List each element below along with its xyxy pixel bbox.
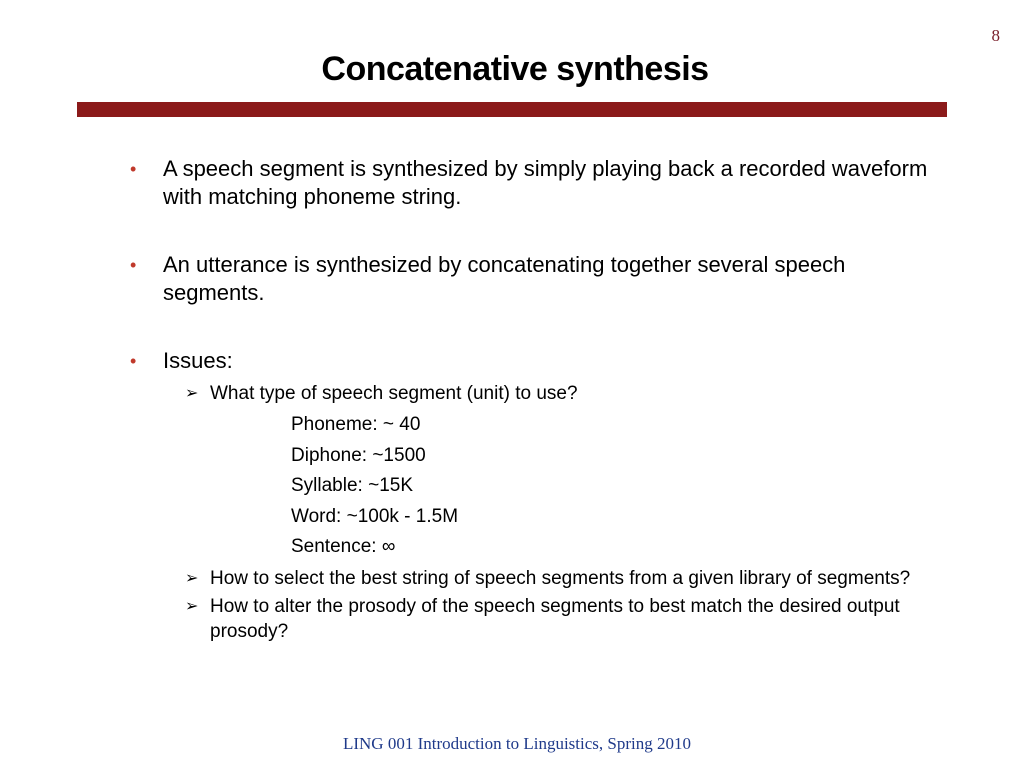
page-number: 8 [991,26,1000,45]
sub-bullet-item [185,594,950,644]
arrow-bullet-icon: ➢ [185,569,199,587]
arrow-bullet-icon: ➢ [185,597,199,615]
unit-list [291,410,950,563]
bullet-dot-icon: • [130,351,137,371]
unit-item: Diphone: ~1500 [291,444,426,466]
bullet-item [130,155,950,211]
bullet-item [130,251,950,307]
arrow-bullet-icon: ➢ [185,385,199,402]
unit-item: Phoneme: ~ 40 [291,414,421,435]
sub-bullet-item [185,381,950,563]
bullet-text: An utterance is synthesized by concatenating together several speech segments. [163,252,846,305]
bullet-text: A speech segment is synthesized by simply playing back a recorded waveform with matching phoneme string. [163,156,928,209]
sub-bullet-text: How to select the best string of speech segments from a given library of segments? [210,567,911,589]
sub-bullet-text: How to alter the prosody of the speech segments to best match the desired output prosody? [210,595,900,642]
unit-item: Syllable: ~15K [291,475,413,496]
bullet-list [130,155,950,644]
sub-bullet-list [185,381,950,644]
sub-bullet-item [185,566,950,591]
bullet-dot-icon: • [130,255,137,275]
bullet-item-issues [130,347,950,644]
title-underline-bar [77,102,947,117]
slide-title: Concatenative synthesis [321,50,709,88]
bullet-dot-icon: • [130,159,137,179]
slide-footer: LING 001 Introduction to Linguistics, Spring 2010 [342,734,691,753]
sub-bullet-text: What type of speech segment (unit) to use? [210,383,578,404]
unit-item: Sentence: ∞ [291,536,396,557]
bullet-text: Issues: [163,348,233,373]
unit-item: Word: ~100k - 1.5M [291,505,459,527]
